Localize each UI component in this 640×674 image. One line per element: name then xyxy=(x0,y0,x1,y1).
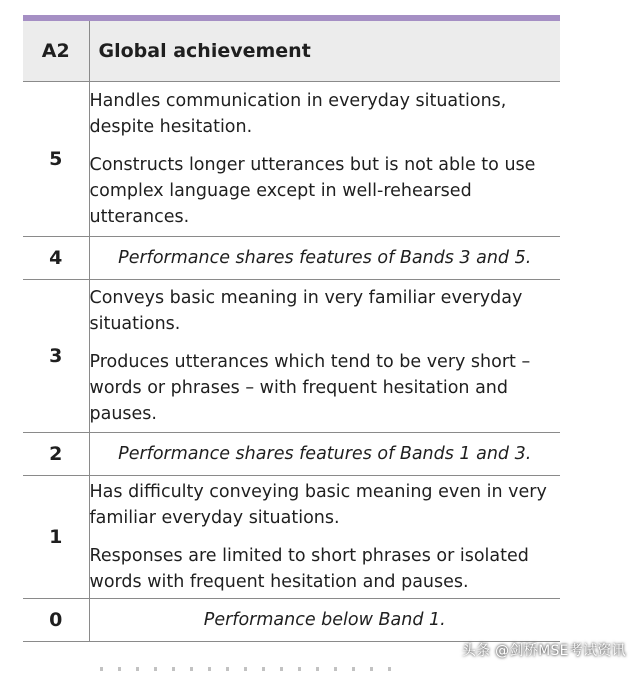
band-number: 4 xyxy=(23,237,89,280)
band-description xyxy=(89,476,560,599)
band-number: 0 xyxy=(23,599,89,642)
table-row xyxy=(23,237,560,280)
band-below-note: Performance below Band 1. xyxy=(89,599,560,642)
band-number: 3 xyxy=(23,280,89,433)
table-row xyxy=(23,476,560,599)
table-row xyxy=(23,433,560,476)
header-band-label: A2 xyxy=(23,21,89,82)
band-description xyxy=(89,82,560,237)
band-number: 5 xyxy=(23,82,89,237)
cropped-text-remnant xyxy=(100,667,400,671)
band-shared-features-note: Performance shares features of Bands 1 and 3. xyxy=(89,433,560,476)
description-paragraph: Handles communication in everyday situations, despite hesitation. xyxy=(89,91,507,137)
description-paragraph: Produces utterances which tend to be very short – words or phrases – with frequent hesitation and pauses. xyxy=(89,352,531,424)
band-number: 2 xyxy=(23,433,89,476)
source-watermark: 头条 @剑桥MSE考试资讯 xyxy=(461,643,626,659)
band-number: 1 xyxy=(23,476,89,599)
band-description xyxy=(89,280,560,433)
description-paragraph: Conveys basic meaning in very familiar everyday situations. xyxy=(89,288,523,334)
table-row xyxy=(23,82,560,237)
description-paragraph: Constructs longer utterances but is not able to use complex language except in well-rehearsed utterances. xyxy=(89,155,536,227)
header-title: Global achievement xyxy=(89,21,560,82)
assessment-table xyxy=(23,21,560,642)
table-row xyxy=(23,280,560,433)
description-paragraph: Has difficulty conveying basic meaning even in very familiar everyday situations. xyxy=(89,482,547,528)
band-shared-features-note: Performance shares features of Bands 3 and 5. xyxy=(89,237,560,280)
description-paragraph: Responses are limited to short phrases or isolated words with frequent hesitation and pauses. xyxy=(89,546,529,592)
table-row xyxy=(23,599,560,642)
table-header-row xyxy=(23,21,560,82)
